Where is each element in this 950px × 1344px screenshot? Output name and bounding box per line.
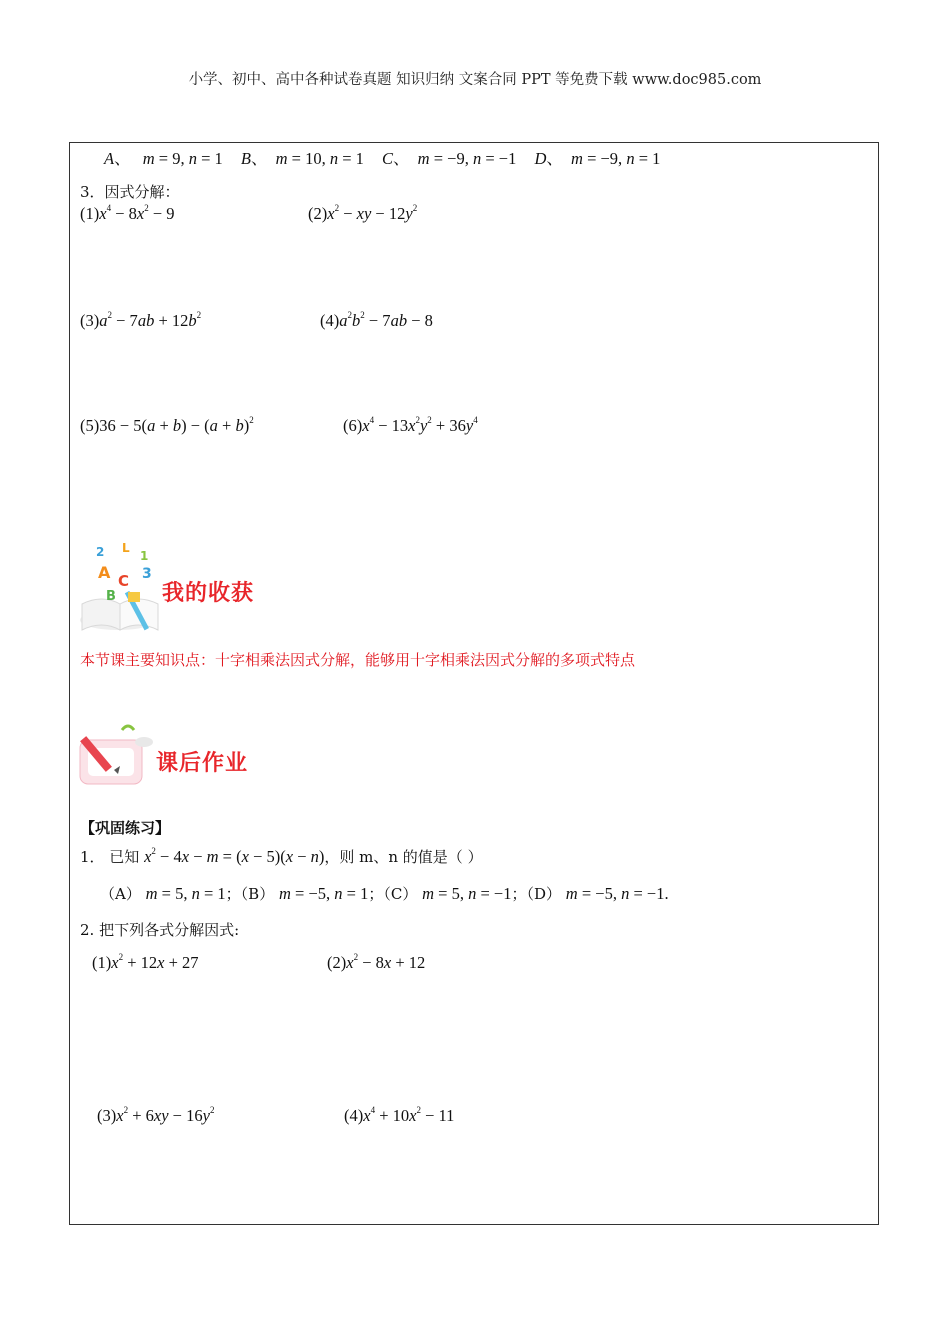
homework-problem-3: $(3)x^2 + 6xy - 16y^2$ [97,1105,215,1125]
problem-number: (1) [80,204,100,223]
problem-number: (2) [308,204,328,223]
q2-options [104,145,660,169]
problem-number: (4) [320,311,340,330]
harvest-title: 我的收获 [162,581,255,606]
problem-number: (3) [80,311,100,330]
pencil-notebook-icon [76,722,156,790]
q1-prefix: 1． 已知 [80,848,140,866]
separator: 、 [114,149,131,168]
option-b-label: B [240,149,251,168]
q3-problem-6: $(6)x^4 - 13x^2y^2 + 36y^4$ [343,415,478,435]
svg-text:A: A [98,563,111,582]
homework-q2-title: 2. 把下列各式分解因式: [80,921,240,939]
option-a-label: （A） [100,885,141,903]
separator: 、 [393,149,410,168]
q3-title: 3．因式分解： [80,183,180,201]
svg-text:L: L [122,542,130,555]
option-c-text: m = −9, n = −1 [417,149,517,168]
option-c-text: m = 5, n = −1 [422,884,512,903]
option-d-label: D [534,149,547,168]
option-c-label: C [382,149,394,168]
q3-problem-4: $(4)a^2b^2 - 7ab - 8$ [320,310,433,330]
svg-text:C: C [118,572,130,590]
option-b-text: m = 10, n = 1 [275,149,364,168]
option-c-label: ；（C） [368,885,418,903]
option-b-label: ；（B） [225,885,275,903]
homework-problem-4: $(4)x^4 + 10x^2 - 11$ [344,1105,455,1125]
option-b-text: m = −5, n = 1 [278,884,369,903]
problem-number: (1) [92,953,112,972]
separator: 、 [546,149,563,168]
homework-q1 [80,846,483,867]
problem-number: (6) [343,416,363,435]
q3-problem-5: $(5)36 - 5(a + b) - (a + b)^2$ [80,415,254,435]
option-d-label: ；（D） [511,885,561,903]
homework-q1-options [100,883,669,904]
homework-problem-1: $(1)x^2 + 12x + 27$ [92,952,199,972]
harvest-summary: 本节课主要知识点：十字相乘法因式分解，能够用十字相乘法因式分解的多项式特点 [80,651,636,669]
option-a-text: m = 5, n = 1 [145,884,226,903]
problem-number: (3) [97,1106,117,1125]
svg-text:B: B [106,589,116,604]
option-a-label: A [104,149,115,168]
book-letters-icon [76,542,166,637]
svg-text:1: 1 [140,549,149,563]
q3-problem-2: $(2)x^2$ − xy − $12y^2$ [308,203,418,223]
q1-equation: $x^2 - 4x - m = (x - 5)(x - n)$ [144,846,325,866]
option-a-text: m = 9, n = 1 [142,149,223,168]
homework-section: 【巩固练习】 [80,819,171,837]
q3-problem-3: $(3)a^2 - 7ab + 12b^2$ [80,310,202,330]
homework-title: 课后作业 [156,751,249,776]
homework-problem-2: $(2)x^2 - 8x + 12$ [327,952,426,972]
option-d-text: m = −9, n = 1 [571,149,661,168]
q3-problem-1: $(1)x^4 - 8x^2 - 9$ [80,203,175,223]
option-d-text: m = −5, n = −1. [565,884,669,903]
problem-number: (2) [327,953,347,972]
q1-suffix: ，则 m、n 的值是（ ） [324,848,483,866]
problem-number: (5) [80,416,100,435]
svg-text:3: 3 [142,566,152,582]
page-header: 小学、初中、高中各种试卷真题 知识归纳 文案合同 PPT 等免费下载 www.doc985.com [188,72,762,88]
content-frame [69,142,879,1225]
problem-number: (4) [344,1106,364,1125]
svg-text:2: 2 [96,545,105,559]
separator: 、 [250,149,268,168]
